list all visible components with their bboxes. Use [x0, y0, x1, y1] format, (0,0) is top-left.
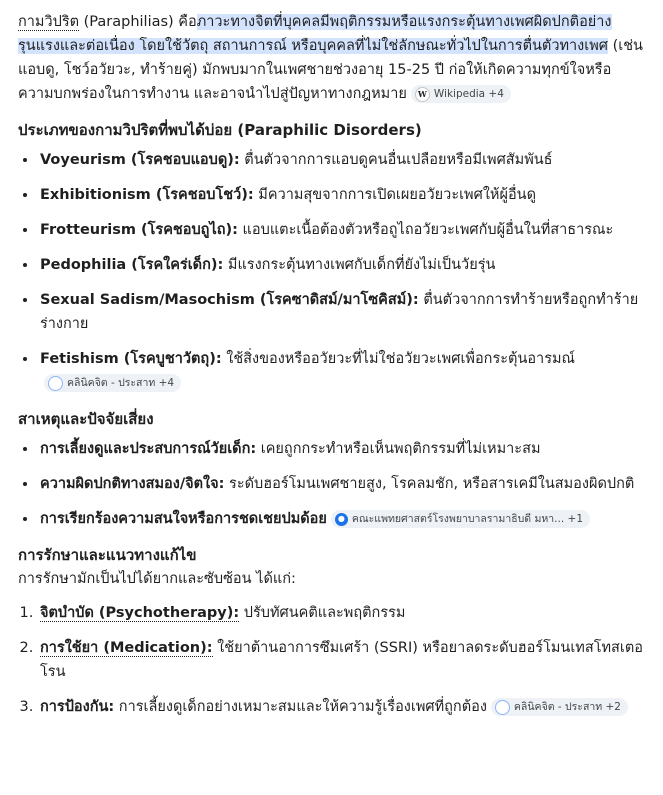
- list-item: [38, 695, 645, 719]
- list-item: [38, 253, 645, 277]
- source-chip-label: คลินิคจิต - ประสาท +2: [513, 701, 621, 713]
- item-title: Sexual Sadism/Masochism (โรคซาดิสม์/มาโซคิสม์):: [40, 292, 419, 308]
- source-chip-label: Wikipedia +4: [433, 88, 504, 100]
- source-chip-clinic[interactable]: [44, 374, 181, 392]
- list-item: [38, 288, 645, 336]
- item-desc: แอบแตะเนื้อต้องตัวหรือถูไถอวัยวะเพศกับผู้อื่นในที่สาธารณะ: [237, 222, 614, 238]
- list-item: [38, 507, 645, 531]
- causes-heading: สาเหตุและปัจจัยเสี่ยง: [18, 410, 154, 428]
- item-title: การใช้ยา (Medication):: [40, 640, 213, 656]
- item-desc: ตื่นตัวจากการทำร้ายหรือถูกทำร้ายร่างกาย: [40, 292, 639, 332]
- causes-list: [18, 437, 645, 531]
- item-title: การป้องกัน:: [40, 699, 115, 715]
- list-item: [38, 437, 645, 461]
- item-desc: มีความสุขจากการเปิดเผยอวัยวะเพศให้ผู้อื่นดู: [253, 187, 536, 203]
- item-title: Pedophilia (โรคใคร่เด็ก):: [40, 257, 224, 273]
- wikipedia-icon: W: [415, 87, 430, 102]
- treatment-list: [18, 601, 645, 719]
- list-item: [38, 148, 645, 172]
- list-item: [38, 472, 645, 496]
- item-desc: ใช้ยาต้านอาการซึมเศร้า (SSRI) หรือยาลดระดับฮอร์โมนเทสโทสเตอโรน: [40, 640, 643, 680]
- item-desc: ปรับทัศนคติและพฤติกรรม: [239, 605, 406, 621]
- item-title: Exhibitionism (โรคชอบโชว์):: [40, 187, 254, 203]
- term-link[interactable]: กามวิปริต: [18, 14, 80, 30]
- item-title: Frotteurism (โรคชอบถูไถ):: [40, 222, 238, 238]
- types-heading: ประเภทของกามวิปริตที่พบได้บ่อย (Paraphilic Disorders): [18, 121, 422, 139]
- item-desc: เคยถูกกระทำหรือเห็นพฤติกรรมที่ไม่เหมาะสม: [256, 441, 541, 457]
- item-title: Fetishism (โรคบูชาวัตถุ):: [40, 351, 222, 367]
- source-chip-clinic[interactable]: [491, 698, 628, 716]
- item-title: ความผิดปกติทางสมอง/จิตใจ:: [40, 476, 225, 492]
- intro-paragraph: [18, 10, 645, 106]
- treatment-subtitle: การรักษามักเป็นไปได้ยากและซับซ้อน ได้แก่:: [18, 571, 296, 587]
- types-list: [18, 148, 645, 395]
- item-title: จิตบำบัด (Psychotherapy):: [40, 605, 240, 621]
- item-desc: การเลี้ยงดูเด็กอย่างเหมาะสมและให้ความรู้เรื่องเพศที่ถูกต้อง: [114, 699, 487, 715]
- item-title: การเลี้ยงดูและประสบการณ์วัยเด็ก:: [40, 441, 257, 457]
- item-title: Voyeurism (โรคชอบแอบดู):: [40, 152, 240, 168]
- item-title: การเรียกร้องความสนใจหรือการชดเชยปมด้อย: [40, 511, 327, 527]
- source-chip-label: คลินิคจิต - ประสาท +4: [67, 377, 175, 389]
- clinic-logo-icon: [495, 700, 510, 715]
- item-desc: ใช้สิ่งของหรืออวัยวะที่ไม่ใช่อวัยวะเพศเพื่อกระตุ้นอารมณ์: [221, 351, 575, 367]
- source-chip-wikipedia[interactable]: [411, 85, 511, 103]
- source-chip-ramathibodi[interactable]: [331, 510, 590, 528]
- clinic-logo-icon: [48, 376, 63, 391]
- highlighted-definition: ภาวะทางจิตที่บุคคลมีพฤติกรรมหรือแรงกระตุ้นทางเพศผิดปกติอย่างรุนแรงและต่อเนื่อง โดยใช้วัตถุ สถานการณ์ หรือบุคคลที่ไม่ใช่ลักษณะทั่วไปในการตื่นตัวทางเพศ: [18, 14, 612, 54]
- item-desc: ระดับฮอร์โมนเพศชายสูง, โรคลมชัก, หรือสารเคมีในสมองผิดปกติ: [224, 476, 635, 492]
- list-item: [38, 636, 645, 684]
- list-item: [38, 218, 645, 242]
- item-desc: มีแรงกระตุ้นทางเพศกับเด็กที่ยังไม่เป็นวัยรุ่น: [223, 257, 496, 273]
- source-chip-label: คณะแพทยศาสตร์โรงพยาบาลรามาธิบดี มหา... +1: [351, 513, 584, 525]
- treatment-heading: การรักษาและแนวทางแก้ไข: [18, 546, 197, 564]
- term-english: (Paraphilias) คือ: [79, 14, 197, 30]
- intro-rest: (เช่น แอบดู, โชว์อวัยวะ, ทำร้ายคู่) มักพบมากในเพศชายช่วงอายุ 15-25 ปี ก่อให้เกิดความทุกข์ใจหรือความบกพร่องในการทำงาน และอาจนำไปสู่ปัญหาทางกฎหมาย: [18, 38, 643, 102]
- ramathibodi-logo-icon: ●: [335, 513, 348, 526]
- list-item: [38, 183, 645, 207]
- list-item: [38, 347, 645, 395]
- list-item: [38, 601, 645, 625]
- item-desc: ตื่นตัวจากการแอบดูคนอื่นเปลือยหรือมีเพศสัมพันธ์: [239, 152, 553, 168]
